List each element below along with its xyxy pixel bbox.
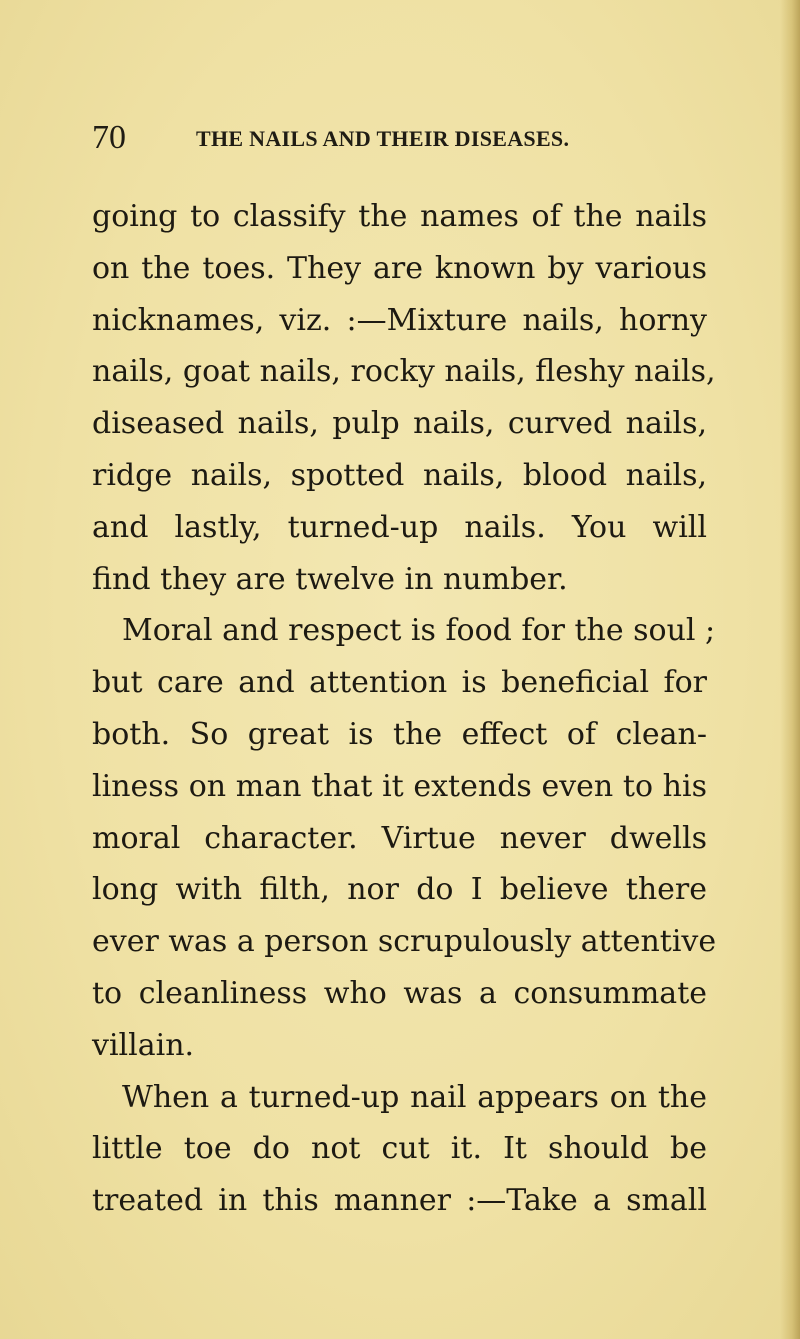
text-line: moral character. Virtue never dwells <box>92 820 707 856</box>
text-line: little toe do not cut it. It should be <box>92 1131 707 1167</box>
text-line: diseased nails, pulp nails, curved nails, <box>92 406 707 442</box>
text-line: on the toes. They are known by various <box>92 250 707 286</box>
text-line: liness on man that it extends even to his <box>92 768 707 804</box>
text-line: villain. <box>92 1027 195 1063</box>
text-line: find they are twelve in number. <box>92 561 568 597</box>
text-line: going to classify the names of the nails <box>92 199 707 234</box>
text-line: nicknames, viz. :—Mixture nails, horny <box>92 302 707 338</box>
text-line: ridge nails, spotted nails, blood nails, <box>92 457 707 493</box>
text-line: and lastly, turned-up nails. You will <box>92 509 707 545</box>
running-head: THE NAILS AND THEIR DISEASES. <box>196 126 570 151</box>
body-text <box>92 191 717 1227</box>
text-line: long with filth, nor do I believe there <box>92 872 707 908</box>
page-number: 70 <box>92 119 126 156</box>
page-header <box>0 118 800 158</box>
text-line: to cleanliness who was a consummate <box>92 975 707 1011</box>
text-line: nails, goat nails, rocky nails, fleshy nails, <box>92 354 716 390</box>
text-line: treated in this manner :—Take a small <box>92 1183 707 1219</box>
text-line: both. So great is the effect of clean- <box>92 716 707 752</box>
text-line: Moral and respect is food for the soul ; <box>122 613 716 649</box>
text-line: but care and attention is beneficial for <box>92 665 707 701</box>
text-line: When a turned-up nail appears on the <box>122 1079 707 1115</box>
text-line: ever was a person scrupulously attentive <box>92 924 717 960</box>
